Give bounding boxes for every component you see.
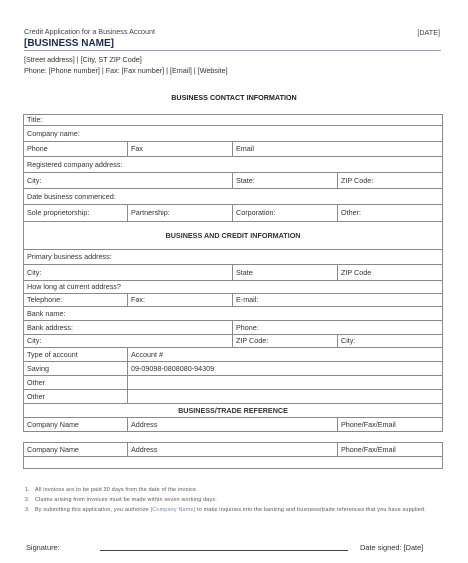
table-row bbox=[24, 432, 443, 443]
signature-label: Signature: bbox=[26, 543, 60, 552]
how-long-field[interactable]: How long at current address? bbox=[24, 281, 443, 294]
corporation-field[interactable]: Corporation: bbox=[233, 205, 338, 222]
table-row bbox=[24, 115, 443, 126]
table-row bbox=[24, 250, 443, 265]
table-row bbox=[24, 390, 443, 404]
table-row bbox=[24, 362, 443, 376]
zip-field[interactable]: ZIP Code: bbox=[338, 173, 443, 189]
telephone-field[interactable]: Telephone: bbox=[24, 294, 128, 307]
sole-proprietorship-field[interactable]: Sole proprietorship: bbox=[24, 205, 128, 222]
bank-address-field[interactable]: Bank address: bbox=[24, 321, 233, 335]
company-name-field[interactable]: Company name: bbox=[24, 126, 443, 142]
note-text-pre: By submitting this application, you authorize bbox=[35, 507, 151, 513]
ref-blank-row[interactable] bbox=[24, 457, 443, 469]
note-item bbox=[25, 487, 445, 493]
header-divider bbox=[24, 50, 441, 51]
table-row bbox=[24, 376, 443, 390]
date-commenced-field[interactable]: Date business commenced: bbox=[24, 189, 443, 205]
terms-notes bbox=[25, 487, 445, 517]
other-account-label: Other bbox=[24, 390, 128, 404]
bank-city-field[interactable]: City: bbox=[24, 335, 233, 348]
zip-field[interactable]: ZIP Code bbox=[338, 265, 443, 281]
date-signed[interactable]: Date signed: [Date] bbox=[360, 543, 424, 552]
type-of-account-label: Type of account bbox=[24, 348, 128, 362]
table-row bbox=[24, 189, 443, 205]
saving-label: Saving bbox=[24, 362, 128, 376]
state-field[interactable]: State bbox=[233, 265, 338, 281]
other-field[interactable]: Other: bbox=[338, 205, 443, 222]
document-title: Credit Application for a Business Account bbox=[24, 27, 156, 36]
bank-zip-field[interactable]: ZIP Code: bbox=[233, 335, 338, 348]
table-row bbox=[24, 348, 443, 362]
ref-phone-1[interactable]: Phone/Fax/Email bbox=[338, 418, 443, 432]
signature-line[interactable] bbox=[100, 550, 348, 551]
note-text bbox=[35, 507, 445, 513]
other-account-value[interactable] bbox=[128, 390, 443, 404]
note-number: 3. bbox=[25, 507, 30, 513]
city-field[interactable]: City: bbox=[24, 173, 233, 189]
table-row bbox=[24, 205, 443, 222]
email-field[interactable]: Email bbox=[233, 142, 443, 157]
table-row bbox=[24, 404, 443, 418]
table-row bbox=[24, 443, 443, 457]
table-row bbox=[24, 457, 443, 469]
other-account-value[interactable] bbox=[128, 376, 443, 390]
table-row bbox=[24, 281, 443, 294]
contact-line: Phone: [Phone number] | Fax: [Fax number] | [Email] | [Website] bbox=[24, 66, 228, 75]
address-line: [Street address] | [City, ST ZIP Code] bbox=[24, 55, 142, 64]
account-number-value[interactable]: 09-09098-0808080-94309 bbox=[128, 362, 443, 376]
note-text: All invoices are to be paid 30 days from the date of the invoice. bbox=[35, 487, 198, 493]
company-name-placeholder: [Company Name] bbox=[150, 507, 196, 513]
section-title-credit: BUSINESS AND CREDIT INFORMATION bbox=[24, 222, 443, 250]
account-number-label: Account # bbox=[128, 348, 443, 362]
table-row bbox=[24, 126, 443, 142]
table-row bbox=[24, 222, 443, 250]
table-row bbox=[24, 321, 443, 335]
city-field[interactable]: City: bbox=[24, 265, 233, 281]
phone-field[interactable]: Phone bbox=[24, 142, 128, 157]
table-row bbox=[24, 173, 443, 189]
bank-city-2-field[interactable]: City: bbox=[338, 335, 443, 348]
partnership-field[interactable]: Partnership: bbox=[128, 205, 233, 222]
table-row bbox=[24, 157, 443, 173]
ref-address-1[interactable]: Address bbox=[128, 418, 338, 432]
table-row bbox=[24, 294, 443, 307]
other-account-label: Other bbox=[24, 376, 128, 390]
table-row bbox=[24, 307, 443, 321]
note-item bbox=[25, 507, 445, 513]
ref-address-2[interactable]: Address bbox=[128, 443, 338, 457]
ref-company-name-1[interactable]: Company Name bbox=[24, 418, 128, 432]
contact-info-table bbox=[23, 114, 443, 469]
email-field[interactable]: E-mail: bbox=[233, 294, 443, 307]
state-field[interactable]: State: bbox=[233, 173, 338, 189]
bank-name-field[interactable]: Bank name: bbox=[24, 307, 443, 321]
bank-phone-field[interactable]: Phone: bbox=[233, 321, 443, 335]
note-item bbox=[25, 497, 445, 503]
section-title-reference: BUSINESS/TRADE REFERENCE bbox=[24, 404, 443, 418]
ref-phone-2[interactable]: Phone/Fax/Email bbox=[338, 443, 443, 457]
fax-field[interactable]: Fax: bbox=[128, 294, 233, 307]
section-title-contact: BUSINESS CONTACT INFORMATION bbox=[171, 93, 297, 102]
business-name: [BUSINESS NAME] bbox=[24, 38, 115, 49]
note-text-post: to make inquiries into the banking and business/trade references that you have supplied. bbox=[195, 507, 426, 513]
table-row bbox=[24, 142, 443, 157]
spacer-row bbox=[24, 432, 443, 443]
header-date: [DATE] bbox=[417, 28, 440, 37]
table-row bbox=[24, 335, 443, 348]
table-row bbox=[24, 418, 443, 432]
primary-address-field[interactable]: Primary business address: bbox=[24, 250, 443, 265]
ref-company-name-2[interactable]: Company Name bbox=[24, 443, 128, 457]
registered-address-field[interactable]: Registered company address: bbox=[24, 157, 443, 173]
note-number: 1. bbox=[25, 487, 30, 493]
title-field[interactable]: Title: bbox=[24, 115, 443, 126]
fax-field[interactable]: Fax bbox=[128, 142, 233, 157]
table-row bbox=[24, 265, 443, 281]
note-text: Claims arising from invoices must be made within seven working days. bbox=[35, 497, 217, 503]
note-number: 2. bbox=[25, 497, 30, 503]
